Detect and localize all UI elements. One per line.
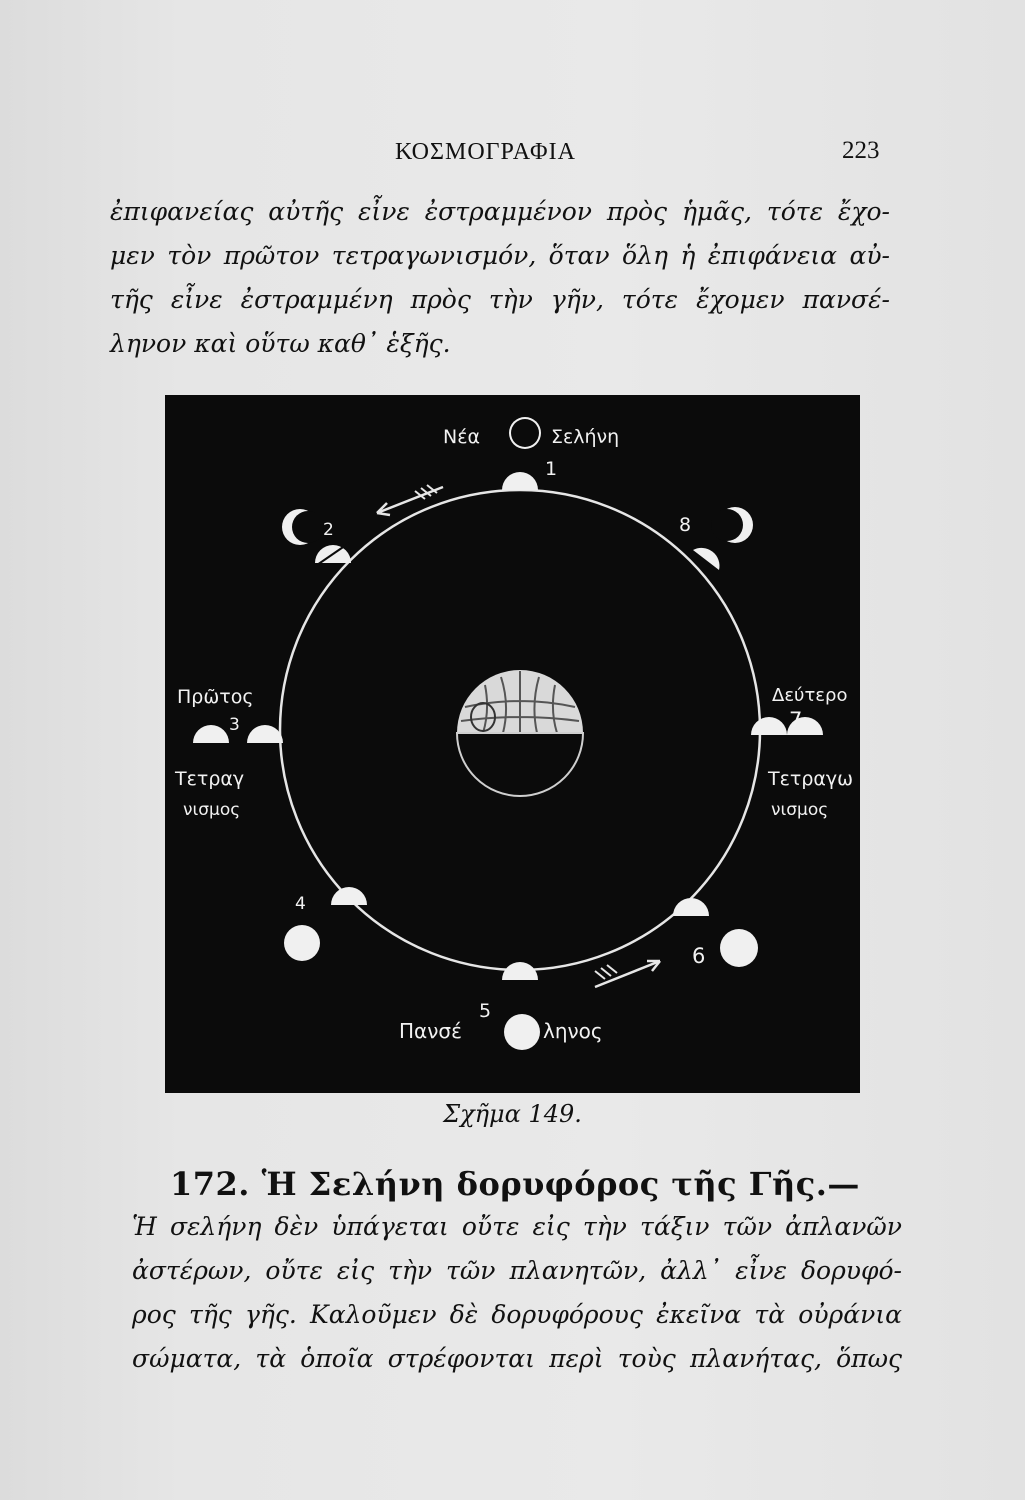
label-new-moon-left: Νέα: [443, 426, 481, 448]
text-line: Ἡ σελήνη δὲν ὑπάγεται οὔτε εἰς τὴν τάξιν τῶν ἀπλανῶν: [132, 1212, 902, 1241]
orbit-moon-1: [502, 472, 538, 490]
running-head: [0, 135, 1025, 175]
appearance-new-moon: [509, 417, 541, 449]
appearance-waxing-gibbous: [284, 925, 320, 961]
orbit-moon-2: [315, 543, 351, 565]
orbit-direction-arrow-bottom: [595, 961, 660, 987]
label-first-quarter-bottom-1: Τετραγ: [175, 768, 245, 790]
section-heading: 172. Ἡ Σελήνη δορυφόρος τῆς Γῆς.—: [170, 1165, 860, 1203]
label-full-moon-left: Πανσέ: [399, 1019, 462, 1043]
label-new-moon-right: Σελήνη: [551, 426, 620, 448]
body-paragraph: [132, 1205, 902, 1381]
text-line: ἀστέρων, οὔτε εἰς τὴν τῶν πλανητῶν, ἀλλ᾿ εἶνε δορυφό-: [132, 1256, 902, 1285]
appearance-waning-gibbous: [715, 929, 758, 967]
orbit-number-6: 6: [692, 944, 706, 968]
text-line: ἐπιφανείας αὐτῆς εἶνε ἐστραμμένον πρὸς ἡμᾶς, τότε ἔχο-: [110, 197, 890, 226]
orbit-number-7: 7: [789, 708, 803, 732]
orbit-moon-3: [247, 725, 283, 743]
moon-phases-diagram: [165, 395, 860, 1093]
orbit-moon-6: [673, 898, 709, 916]
label-full-moon-right: ληνος: [543, 1019, 603, 1043]
running-title: ΚΟΣΜΟΓΡΑΦΙΑ: [395, 139, 576, 165]
appearance-full-moon: [504, 1014, 540, 1050]
figure-caption: Σχῆμα 149.: [443, 1100, 582, 1128]
orbit-number-4: 4: [295, 894, 306, 914]
orbit-moon-4: [331, 887, 367, 905]
appearance-first-quarter: [193, 725, 229, 743]
earth-globe: [457, 670, 583, 796]
orbit-number-8: 8: [679, 514, 692, 536]
orbit-direction-arrow-top: [377, 485, 443, 515]
label-first-quarter-top: Πρῶτος: [177, 686, 254, 708]
label-first-quarter-bottom-2: νισμος: [183, 800, 241, 820]
intro-paragraph: [110, 190, 890, 366]
appearance-waning-crescent: [711, 507, 753, 543]
orbit-number-1: 1: [545, 458, 558, 480]
orbit-number-2: 2: [323, 520, 334, 540]
orbit-number-5: 5: [479, 1000, 492, 1022]
appearance-waxing-crescent: [282, 509, 324, 545]
text-line: σώματα, τὰ ὁποῖα στρέφονται περὶ τοὺς πλανήτας, ὅπως: [132, 1344, 902, 1373]
page-number: 223: [842, 137, 880, 164]
orbit-moon-7: [751, 717, 787, 735]
text-line: ρος τῆς γῆς. Καλοῦμεν δὲ δορυφόρους ἐκεῖνα τὰ οὐράνια: [132, 1300, 902, 1329]
text-line: ληνον καὶ οὕτω καθ᾿ ἑξῆς.: [110, 329, 451, 358]
label-last-quarter-bottom-2: νισμος: [771, 800, 829, 820]
orbit-moon-5: [502, 962, 538, 980]
label-last-quarter-top: Δεύτερο: [772, 685, 848, 706]
text-line: μεν τὸν πρῶτον τετραγωνισμόν, ὅταν ὅλη ἡ ἐπιφάνεια αὐ-: [110, 241, 890, 270]
orbit-number-3: 3: [229, 715, 240, 735]
label-last-quarter-bottom-1: Τετραγω: [768, 768, 854, 790]
text-line: τῆς εἶνε ἐστραμμένη πρὸς τὴν γῆν, τότε ἔχομεν πανσέ-: [110, 285, 890, 314]
moon-phases-figure: [165, 395, 860, 1093]
